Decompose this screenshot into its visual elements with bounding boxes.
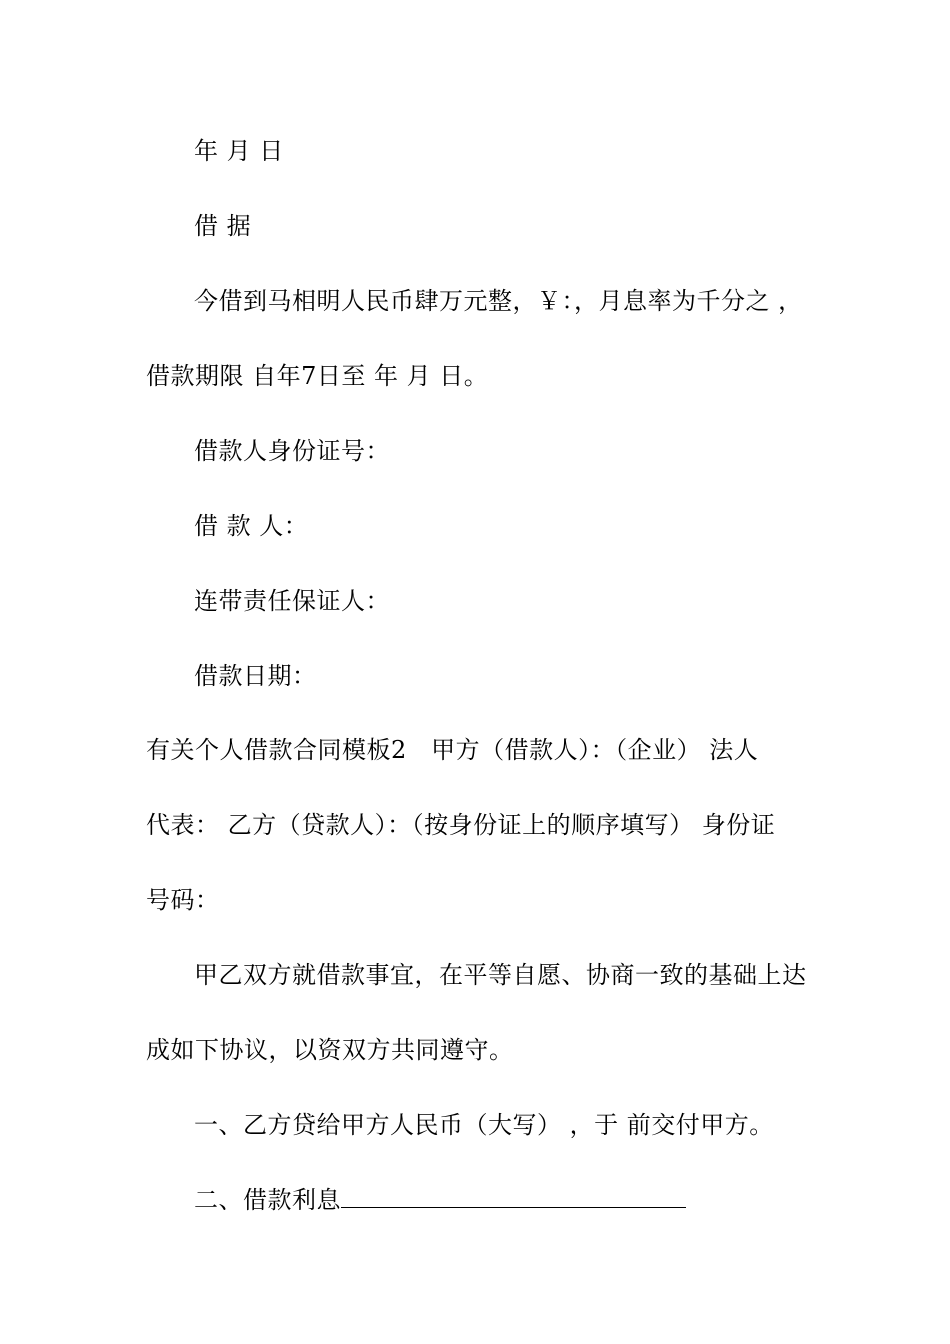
clause-two-text: 二、借款利息 (194, 1186, 341, 1214)
contract-heading-line-1: 有关个人借款合同模板2 甲方（借款人）：（企业） 法人 (146, 736, 759, 764)
clause-two (194, 1186, 686, 1214)
borrower-label: 借 款 人： (194, 512, 309, 540)
iou-title: 借 据 (194, 212, 252, 240)
contract-heading-line-2: 代表： 乙方（贷款人）：（按身份证上的顺序填写） 身份证 (146, 811, 776, 839)
date-line: 年 月 日 (194, 137, 284, 165)
iou-body-line-1: 今借到马相明人民币肆万元整，￥：，月息率为千分之 ， (194, 287, 803, 315)
loan-date-label: 借款日期： (194, 662, 317, 690)
agreement-intro-line-1: 甲乙双方就借款事宜，在平等自愿、协商一致的基础上达 (194, 961, 807, 989)
contract-heading-line-3: 号码： (146, 886, 220, 914)
agreement-intro-line-2: 成如下协议，以资双方共同遵守。 (146, 1036, 514, 1064)
clause-one: 一、乙方贷给甲方人民币（大写） ，于 前交付甲方。 (194, 1111, 774, 1139)
interest-blank-underline (341, 1187, 686, 1208)
borrower-id-label: 借款人身份证号： (194, 437, 390, 465)
iou-body-line-2: 借款期限 自年7日至 年 月 日。 (146, 362, 489, 390)
guarantor-label: 连带责任保证人： (194, 587, 390, 615)
